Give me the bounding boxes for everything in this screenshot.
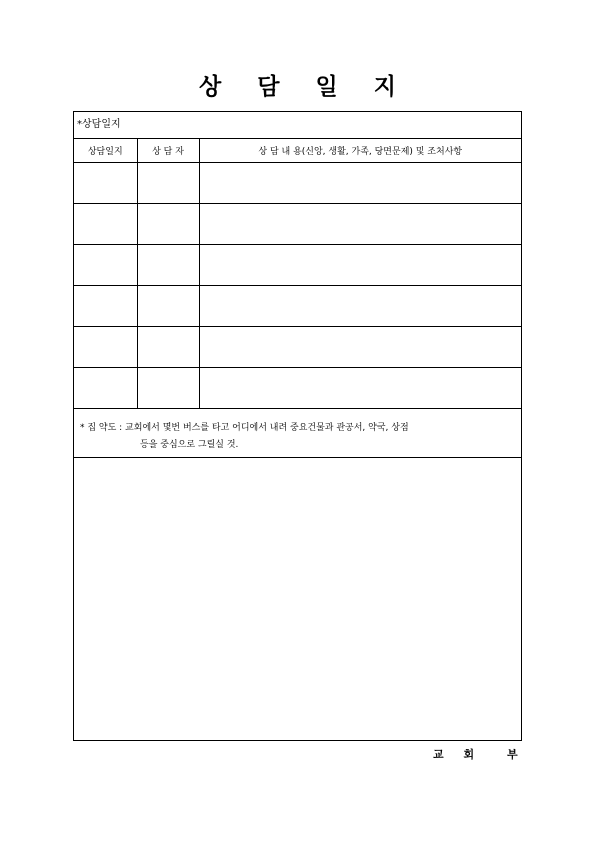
cell-content[interactable] <box>199 368 521 409</box>
table-row <box>74 368 521 409</box>
map-instructions-line1: * 집 약도 : 교회에서 몇번 버스를 타고 어디에서 내려 중요건물과 관공서, 약국, 상점 <box>80 423 409 433</box>
counseling-form <box>73 111 522 741</box>
table-row <box>74 245 521 286</box>
cell-counselor[interactable] <box>137 368 199 409</box>
map-instructions <box>74 410 521 458</box>
counseling-log-table <box>74 139 521 409</box>
cell-date[interactable] <box>74 286 137 327</box>
table-row <box>74 163 521 204</box>
section-label: *상담일지 <box>74 112 521 139</box>
cell-date[interactable] <box>74 368 137 409</box>
header-date: 상담일지 <box>74 139 137 163</box>
table-row <box>74 204 521 245</box>
cell-content[interactable] <box>199 163 521 204</box>
header-content: 상 담 내 용(신앙, 생활, 가족, 당면문제) 및 조처사항 <box>199 139 521 163</box>
cell-content[interactable] <box>199 286 521 327</box>
page-title: 상 담 일 지 <box>199 74 410 100</box>
cell-content[interactable] <box>199 245 521 286</box>
table-row <box>74 286 521 327</box>
cell-date[interactable] <box>74 163 137 204</box>
cell-content[interactable] <box>199 327 521 368</box>
footer-department-label: 부 <box>507 748 518 761</box>
cell-date[interactable] <box>74 245 137 286</box>
cell-counselor[interactable] <box>137 163 199 204</box>
header-counselor: 상 담 자 <box>137 139 199 163</box>
table-row <box>74 327 521 368</box>
cell-counselor[interactable] <box>137 245 199 286</box>
table-header-row <box>74 139 521 163</box>
cell-counselor[interactable] <box>137 286 199 327</box>
map-sketch-area[interactable] <box>74 458 521 740</box>
map-instructions-line2: 등을 중심으로 그릴실 것. <box>140 440 239 450</box>
cell-date[interactable] <box>74 327 137 368</box>
cell-counselor[interactable] <box>137 204 199 245</box>
footer-church-label: 교 회 <box>433 748 483 761</box>
cell-date[interactable] <box>74 204 137 245</box>
cell-counselor[interactable] <box>137 327 199 368</box>
cell-content[interactable] <box>199 204 521 245</box>
